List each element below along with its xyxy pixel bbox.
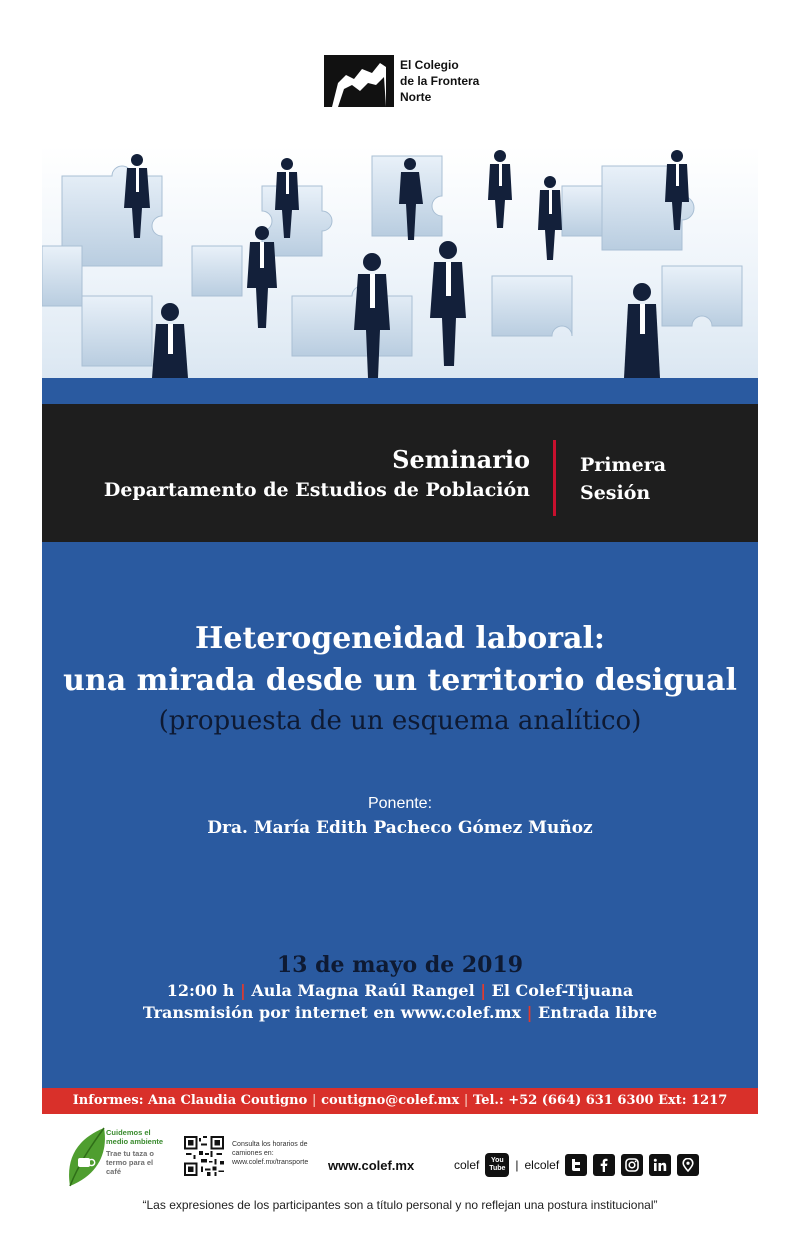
youtube-top: You (491, 1157, 504, 1164)
separator: | (463, 1093, 469, 1108)
separator: | (526, 1003, 533, 1022)
leaf-icon (64, 1126, 110, 1188)
speaker-name: Dra. María Edith Pacheco Gómez Muñoz (207, 818, 593, 838)
eco-message (106, 1128, 166, 1176)
disclaimer: “Las expresiones de los participantes son a título personal y no reflejan una postura institucional” (142, 1198, 658, 1212)
department-label: Departamento de Estudios de Población (103, 479, 530, 501)
blue-band (42, 378, 758, 404)
qr-code[interactable] (184, 1136, 224, 1176)
event-time: 12:00 h (166, 981, 235, 1000)
event-date: 13 de mayo de 2019 (276, 952, 524, 978)
event-stream-line (42, 1002, 758, 1024)
colef-logo (324, 55, 494, 107)
logo-line-1: El Colegio (400, 58, 459, 72)
seminar-heading (104, 444, 530, 504)
location-icon[interactable] (677, 1154, 699, 1176)
info-phone: Tel.: +52 (664) 631 6300 Ext: 1217 (473, 1093, 728, 1108)
hero-image (42, 146, 758, 378)
eco-sub: Trae tu taza o termo para el café (106, 1149, 154, 1176)
youtube-bottom: Tube (489, 1165, 506, 1172)
title-divider (553, 440, 556, 516)
twitter-icon[interactable] (565, 1154, 587, 1176)
event-entry: Entrada libre (538, 1003, 658, 1022)
info-email[interactable]: coutigno@colef.mx (321, 1093, 460, 1108)
event-place: Aula Magna Raúl Rangel (251, 981, 475, 1000)
separator: | (515, 1158, 519, 1172)
social-user: elcolef (524, 1158, 560, 1172)
logo-text (400, 57, 479, 105)
session-line-1: Primera (580, 454, 667, 476)
youtube-user: colef (454, 1158, 480, 1172)
speaker-label: Ponente: (367, 795, 433, 812)
qr-caption: Consulta los horarios de camiones en: www.colef.mx/transporte (232, 1141, 309, 1166)
linkedin-icon[interactable] (649, 1154, 671, 1176)
separator: | (311, 1093, 317, 1108)
logo-line-3: Norte (400, 90, 432, 104)
seminar-label: Seminario (392, 445, 530, 474)
talk-subtitle: (propuesta de un esquema analítico) (158, 706, 642, 736)
website-link[interactable]: www.colef.mx (328, 1158, 415, 1173)
instagram-icon[interactable] (621, 1154, 643, 1176)
talk-title-line-2: una mirada desde un territorio desigual (63, 663, 737, 698)
talk-title-line-1: Heterogeneidad laboral: (195, 621, 605, 656)
facebook-icon[interactable] (593, 1154, 615, 1176)
main-panel (42, 542, 758, 1088)
separator: | (480, 981, 487, 1000)
logo-line-2: de la Frontera (400, 74, 480, 88)
youtube-icon[interactable] (485, 1153, 509, 1177)
social-links (454, 1154, 699, 1176)
separator: | (239, 981, 246, 1000)
info-contact: Informes: Ana Claudia Coutigno (72, 1093, 308, 1108)
event-campus: El Colef-Tijuana (491, 981, 634, 1000)
title-bar (42, 404, 758, 542)
footer (0, 1118, 800, 1236)
eco-title: Cuidemos el medio ambiente (106, 1128, 164, 1146)
info-bar (42, 1088, 758, 1114)
session-label (580, 451, 666, 507)
session-line-2: Sesión (580, 482, 651, 504)
colef-logo-mark-icon (324, 55, 394, 107)
event-location-line (42, 980, 758, 1002)
event-stream[interactable]: Transmisión por internet en www.colef.mx (142, 1003, 522, 1022)
